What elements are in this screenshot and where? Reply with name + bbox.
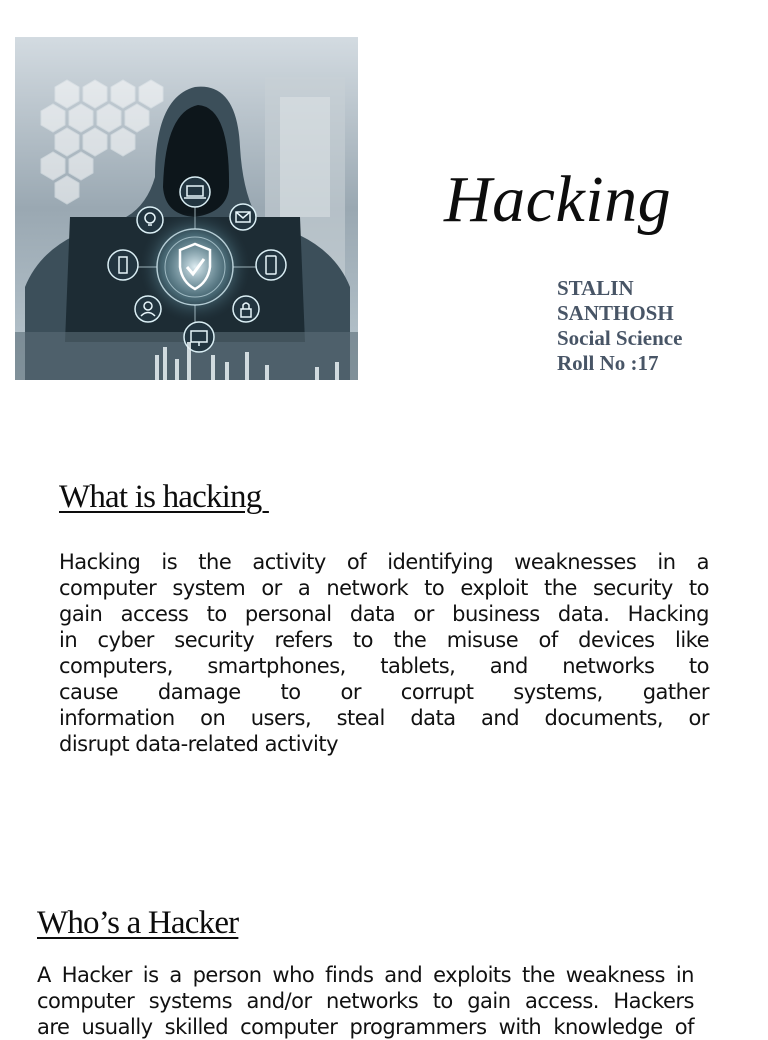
paragraph-line: disrupt data-related activity [59, 732, 339, 756]
section-paragraph-what-is-hacking [59, 549, 709, 757]
paragraph-line: A Hacker is a person who finds and exploits the weakness in [37, 963, 694, 987]
paragraph-line: information on users, steal data and documents, or [59, 706, 709, 730]
paragraph-line: Hacking is the activity of identifying weaknesses in a [59, 550, 709, 574]
author-roll-number: Roll No :17 [557, 351, 659, 375]
author-first-name: STALIN [557, 276, 634, 300]
document-title: Hacking [444, 163, 672, 236]
paragraph-line: computer system or a network to exploit the security to [59, 576, 709, 600]
paragraph-line: computer systems and/or networks to gain access. Hackers [37, 989, 694, 1013]
paragraph-line: in cyber security refers to the misuse of devices like [59, 628, 709, 652]
author-subject: Social Science [557, 326, 683, 350]
paragraph-line: cause damage to or corrupt systems, gather [59, 680, 709, 704]
section-paragraph-whos-a-hacker [37, 962, 694, 1040]
paragraph-line: computers, smartphones, tablets, and networks to [59, 654, 709, 678]
author-block [557, 276, 682, 376]
section-heading-what-is-hacking: What is hacking [59, 479, 269, 515]
paragraph-line: are usually skilled computer programmers with knowledge of [37, 1015, 694, 1039]
author-last-name: SANTHOSH [557, 301, 674, 325]
section-heading-whos-a-hacker: Who’s a Hacker [37, 905, 239, 941]
cover-image [15, 37, 358, 380]
paragraph-line: gain access to personal data or business data. Hacking [59, 602, 709, 626]
